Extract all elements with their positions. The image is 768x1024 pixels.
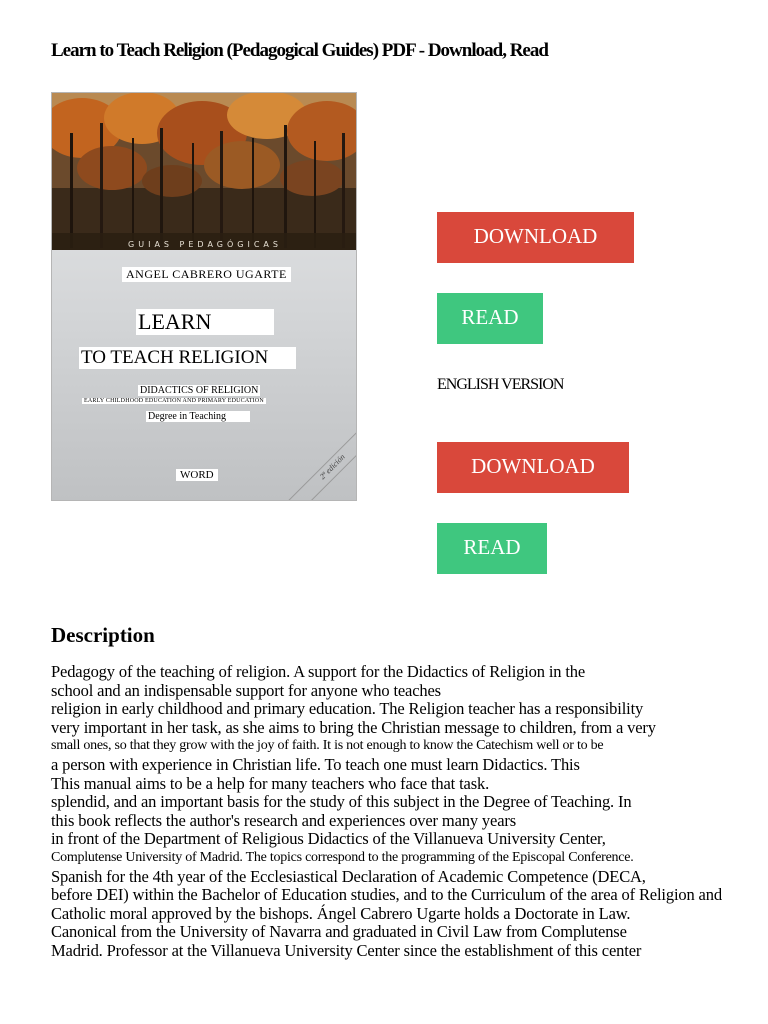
cover-author: ANGEL CABRERO UGARTE (122, 267, 291, 282)
cover-degree: Degree in Teaching (146, 411, 250, 422)
cover-publisher: WORD (176, 469, 218, 481)
page-title: Learn to Teach Religion (Pedagogical Guides) PDF - Download, Read (51, 40, 548, 61)
description-line: religion in early childhood and primary education. The Religion teacher has a responsibility (51, 699, 644, 719)
description-line: Catholic moral approved by the bishops. Ángel Cabrero Ugarte holds a Doctorate in Law. (51, 903, 631, 923)
description-line: school and an indispensable support for anyone who teaches (51, 680, 441, 700)
read-button[interactable]: READ (437, 293, 543, 344)
description-line: Madrid. Professor at the Villanueva University Center since the establishment of this center (51, 940, 642, 960)
description-line: This manual aims to be a help for many teachers who face that task. (51, 773, 490, 793)
description-heading: Description (51, 623, 155, 647)
cover-series-name: GUIAS PEDAGÓGICAS (128, 240, 282, 249)
description-line: a person with experience in Christian life. To teach one must learn Didactics. This (51, 754, 580, 774)
cover-title-line2: TO TEACH RELIGION (79, 347, 296, 369)
download-button[interactable]: DOWNLOAD (437, 212, 634, 263)
cover-title-line1: LEARN (136, 309, 274, 335)
cover-autumn-trees-photo (52, 93, 357, 250)
description-line: Complutense University of Madrid. The topics correspond to the programming of the Episcopal Conference. (51, 849, 634, 865)
english-version-label: ENGLISH VERSION (437, 376, 564, 393)
cover-subtitle: DIDACTICS OF RELIGION (140, 385, 259, 396)
description-line: Spanish for the 4th year of the Ecclesiastical Declaration of Academic Competence (DECA, (51, 866, 646, 886)
description-line: Canonical from the University of Navarra and graduated in Civil Law from Complutense (51, 922, 627, 942)
cover-subtitle-secondary: EARLY CHILDHOOD EDUCATION AND PRIMARY EDUCATION (84, 398, 264, 404)
description-line: Pedagogy of the teaching of religion. A support for the Didactics of Religion in the (51, 662, 586, 681)
description-line: very important in her task, as she aims to bring the Christian message to children, from a very (51, 717, 656, 737)
download-english-button[interactable]: DOWNLOAD (437, 442, 629, 493)
read-english-button[interactable]: READ (437, 523, 547, 574)
description-line: before DEI) within the Bachelor of Education studies, and to the Curriculum of the area of Religion and (51, 885, 722, 905)
description-line: this book reflects the author's research and experiences over many years (51, 810, 516, 830)
description-text (51, 663, 763, 961)
description-line: in front of the Department of Religious Didactics of the Villanueva University Center, (51, 829, 606, 849)
book-cover (51, 92, 357, 501)
cover-edition-ribbon: 2ª edición (288, 423, 357, 501)
description-line: splendid, and an important basis for the study of this subject in the Degree of Teaching. In (51, 792, 632, 812)
description-line: small ones, so that they grow with the joy of faith. It is not enough to know the Catechism well or to be (51, 738, 604, 754)
